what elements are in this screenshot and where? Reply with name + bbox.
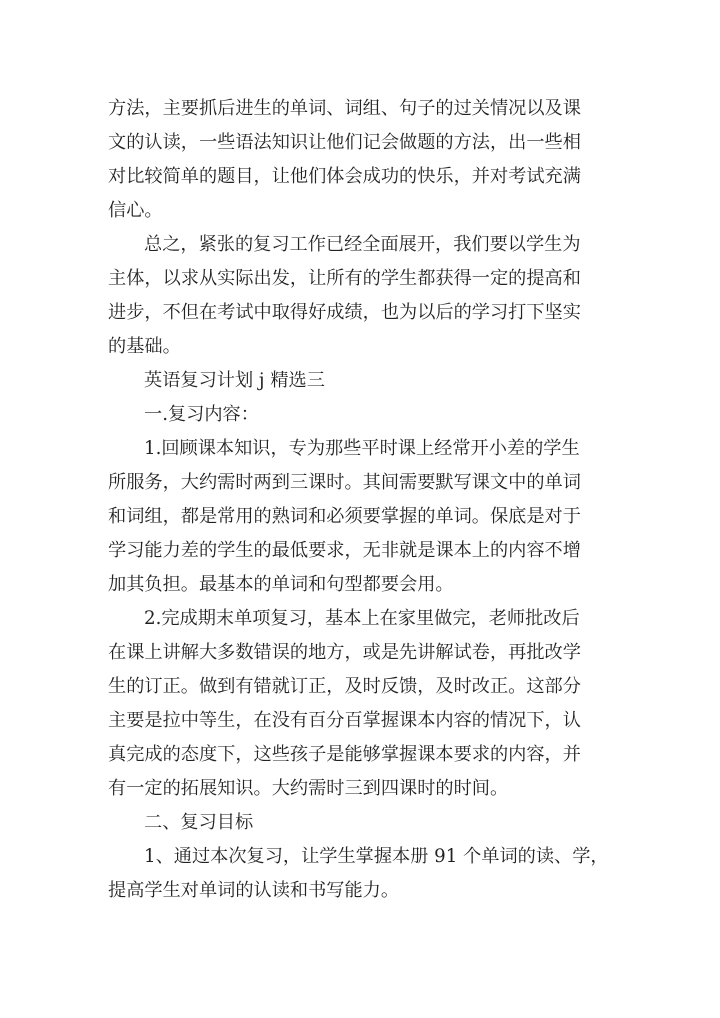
text-line: 文的认读，一些语法知识让他们记会做题的方法，出一些相 [108, 132, 581, 153]
text-line: 在课上讲解大多数错误的地方，或是先讲解试卷，再批改学 [108, 642, 581, 663]
section-heading: 一.复习内容： [144, 404, 259, 425]
paragraph-first-line: 1、通过本次复习，让学生掌握本册 91 个单词的读、学， [144, 846, 609, 867]
text-line: 主体，以求从实际出发，让所有的学生都获得一定的提高和 [108, 268, 581, 289]
section-heading: 二、复习目标 [144, 812, 254, 833]
text-line: 学习能力差的学生的最低要求，无非就是课本上的内容不增 [108, 540, 581, 561]
text-line: 信心。 [108, 200, 163, 221]
text-line: 提高学生对单词的认读和书写能力。 [108, 880, 400, 901]
section-title: 英语复习计划 j 精选三 [144, 370, 325, 391]
paragraph-first-line: 1.回顾课本知识，专为那些平时课上经常开小差的学生 [144, 438, 580, 459]
text-line: 加其负担。最基本的单词和句型都要会用。 [108, 574, 454, 595]
paragraph-first-line: 总之，紧张的复习工作已经全面展开，我们要以学生为 [144, 234, 581, 255]
text-line: 方法，主要抓后进生的单词、词组、句子的过关情况以及课 [108, 98, 581, 119]
text-line: 的基础。 [108, 336, 181, 357]
document-page [108, 92, 616, 908]
text-line: 和词组，都是常用的熟词和必须要掌握的单词。保底是对于 [108, 506, 581, 527]
text-line: 真完成的态度下，这些孩子是能够掌握课本要求的内容，并 [108, 744, 581, 765]
text-line: 主要是拉中等生，在没有百分百掌握课本内容的情况下，认 [108, 710, 581, 731]
paragraph-first-line: 2.完成期末单项复习，基本上在家里做完，老师批改后 [144, 608, 580, 629]
text-line: 对比较简单的题目，让他们体会成功的快乐，并对考试充满 [108, 166, 581, 187]
text-line: 进步，不但在考试中取得好成绩，也为以后的学习打下坚实 [108, 302, 581, 323]
text-line: 有一定的拓展知识。大约需时三到四课时的时间。 [108, 778, 509, 799]
text-line: 所服务，大约需时两到三课时。其间需要默写课文中的单词 [108, 472, 581, 493]
text-line: 生的订正。做到有错就订正，及时反馈，及时改正。这部分 [108, 676, 581, 697]
